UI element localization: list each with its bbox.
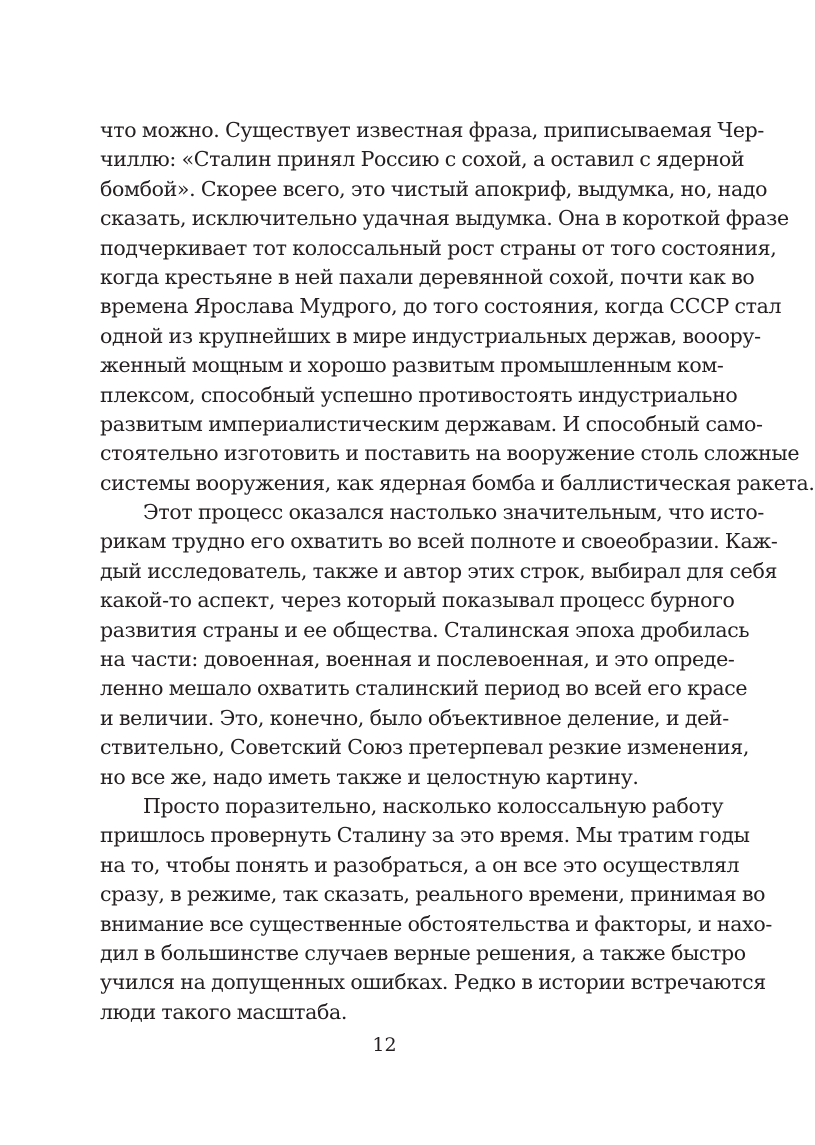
text-line: на части: довоенная, военная и послевоенная, и это опреде- [100, 647, 735, 672]
text-line: одной из крупнейших в мире индустриальных держав, вооору- [100, 323, 761, 348]
text-line: сразу, в режиме, так сказать, реального времени, принимая во [100, 882, 766, 907]
text-line: дый исследователь, также и автор этих строк, выбирал для себя [100, 558, 778, 583]
text-line: сказать, исключительно удачная выдумка. Она в короткой фразе [100, 206, 789, 231]
text-line: Просто поразительно, насколько колоссальную работу [143, 793, 724, 818]
text-line: развития страны и ее общества. Сталинская эпоха дробилась [100, 617, 750, 642]
text-line: люди такого масштаба. [100, 999, 347, 1024]
text-line: какой-то аспект, через который показывал процесс бурного [100, 588, 735, 613]
text-line: дил в большинстве случаев верные решения, а также быстро [100, 940, 746, 965]
text-line: ствительно, Советский Союз претерпевал резкие изменения, [100, 735, 750, 760]
text-line: когда крестьяне в ней пахали деревянной сохой, почти как во [100, 264, 755, 289]
text-line: плексом, способный успешно противостоять индустриально [100, 382, 738, 407]
page-number: 12 [372, 1034, 397, 1056]
text-line: внимание все существенные обстоятельства и факторы, и нахо- [100, 911, 772, 936]
text-line: стоятельно изготовить и поставить на вооружение столь сложные [100, 441, 800, 466]
text-line: рикам трудно его охватить во всей полноте и своеобразии. Каж- [100, 529, 778, 554]
text-line: системы вооружения, как ядерная бомба и баллистическая ракета. [100, 470, 815, 495]
text-line: времена Ярослава Мудрого, до того состояния, когда СССР стал [100, 294, 782, 319]
text-line: и величии. Это, конечно, было объективное деление, и дей- [100, 705, 729, 730]
body-text [100, 116, 815, 1027]
text-line: развитым империалистическим державам. И способный само- [100, 411, 763, 436]
text-line: Этот процесс оказался настолько значительным, что исто- [143, 500, 764, 525]
text-line: бомбой». Скорее всего, это чистый апокриф, выдумка, но, надо [100, 176, 768, 201]
text-line: что можно. Существует известная фраза, приписываемая Чер- [100, 118, 764, 142]
text-line: пришлось провернуть Сталину за это время. Мы тратим годы [100, 823, 750, 848]
text-line: на то, чтобы понять и разобраться, а он все это осуществлял [100, 852, 740, 877]
text-line: учился на допущенных ошибках. Редко в истории встречаются [100, 970, 766, 995]
text-line: ленно мешало охватить сталинский период во всей его красе [100, 676, 748, 701]
text-line: подчеркивает тот колоссальный рост страны от того состояния, [100, 235, 777, 260]
text-line: женный мощным и хорошо развитым промышленным ком- [100, 353, 724, 378]
text-line: но все же, надо иметь также и целостную картину. [100, 764, 639, 789]
text-line: чиллю: «Сталин принял Россию с сохой, а оставил с ядерной [100, 147, 745, 172]
